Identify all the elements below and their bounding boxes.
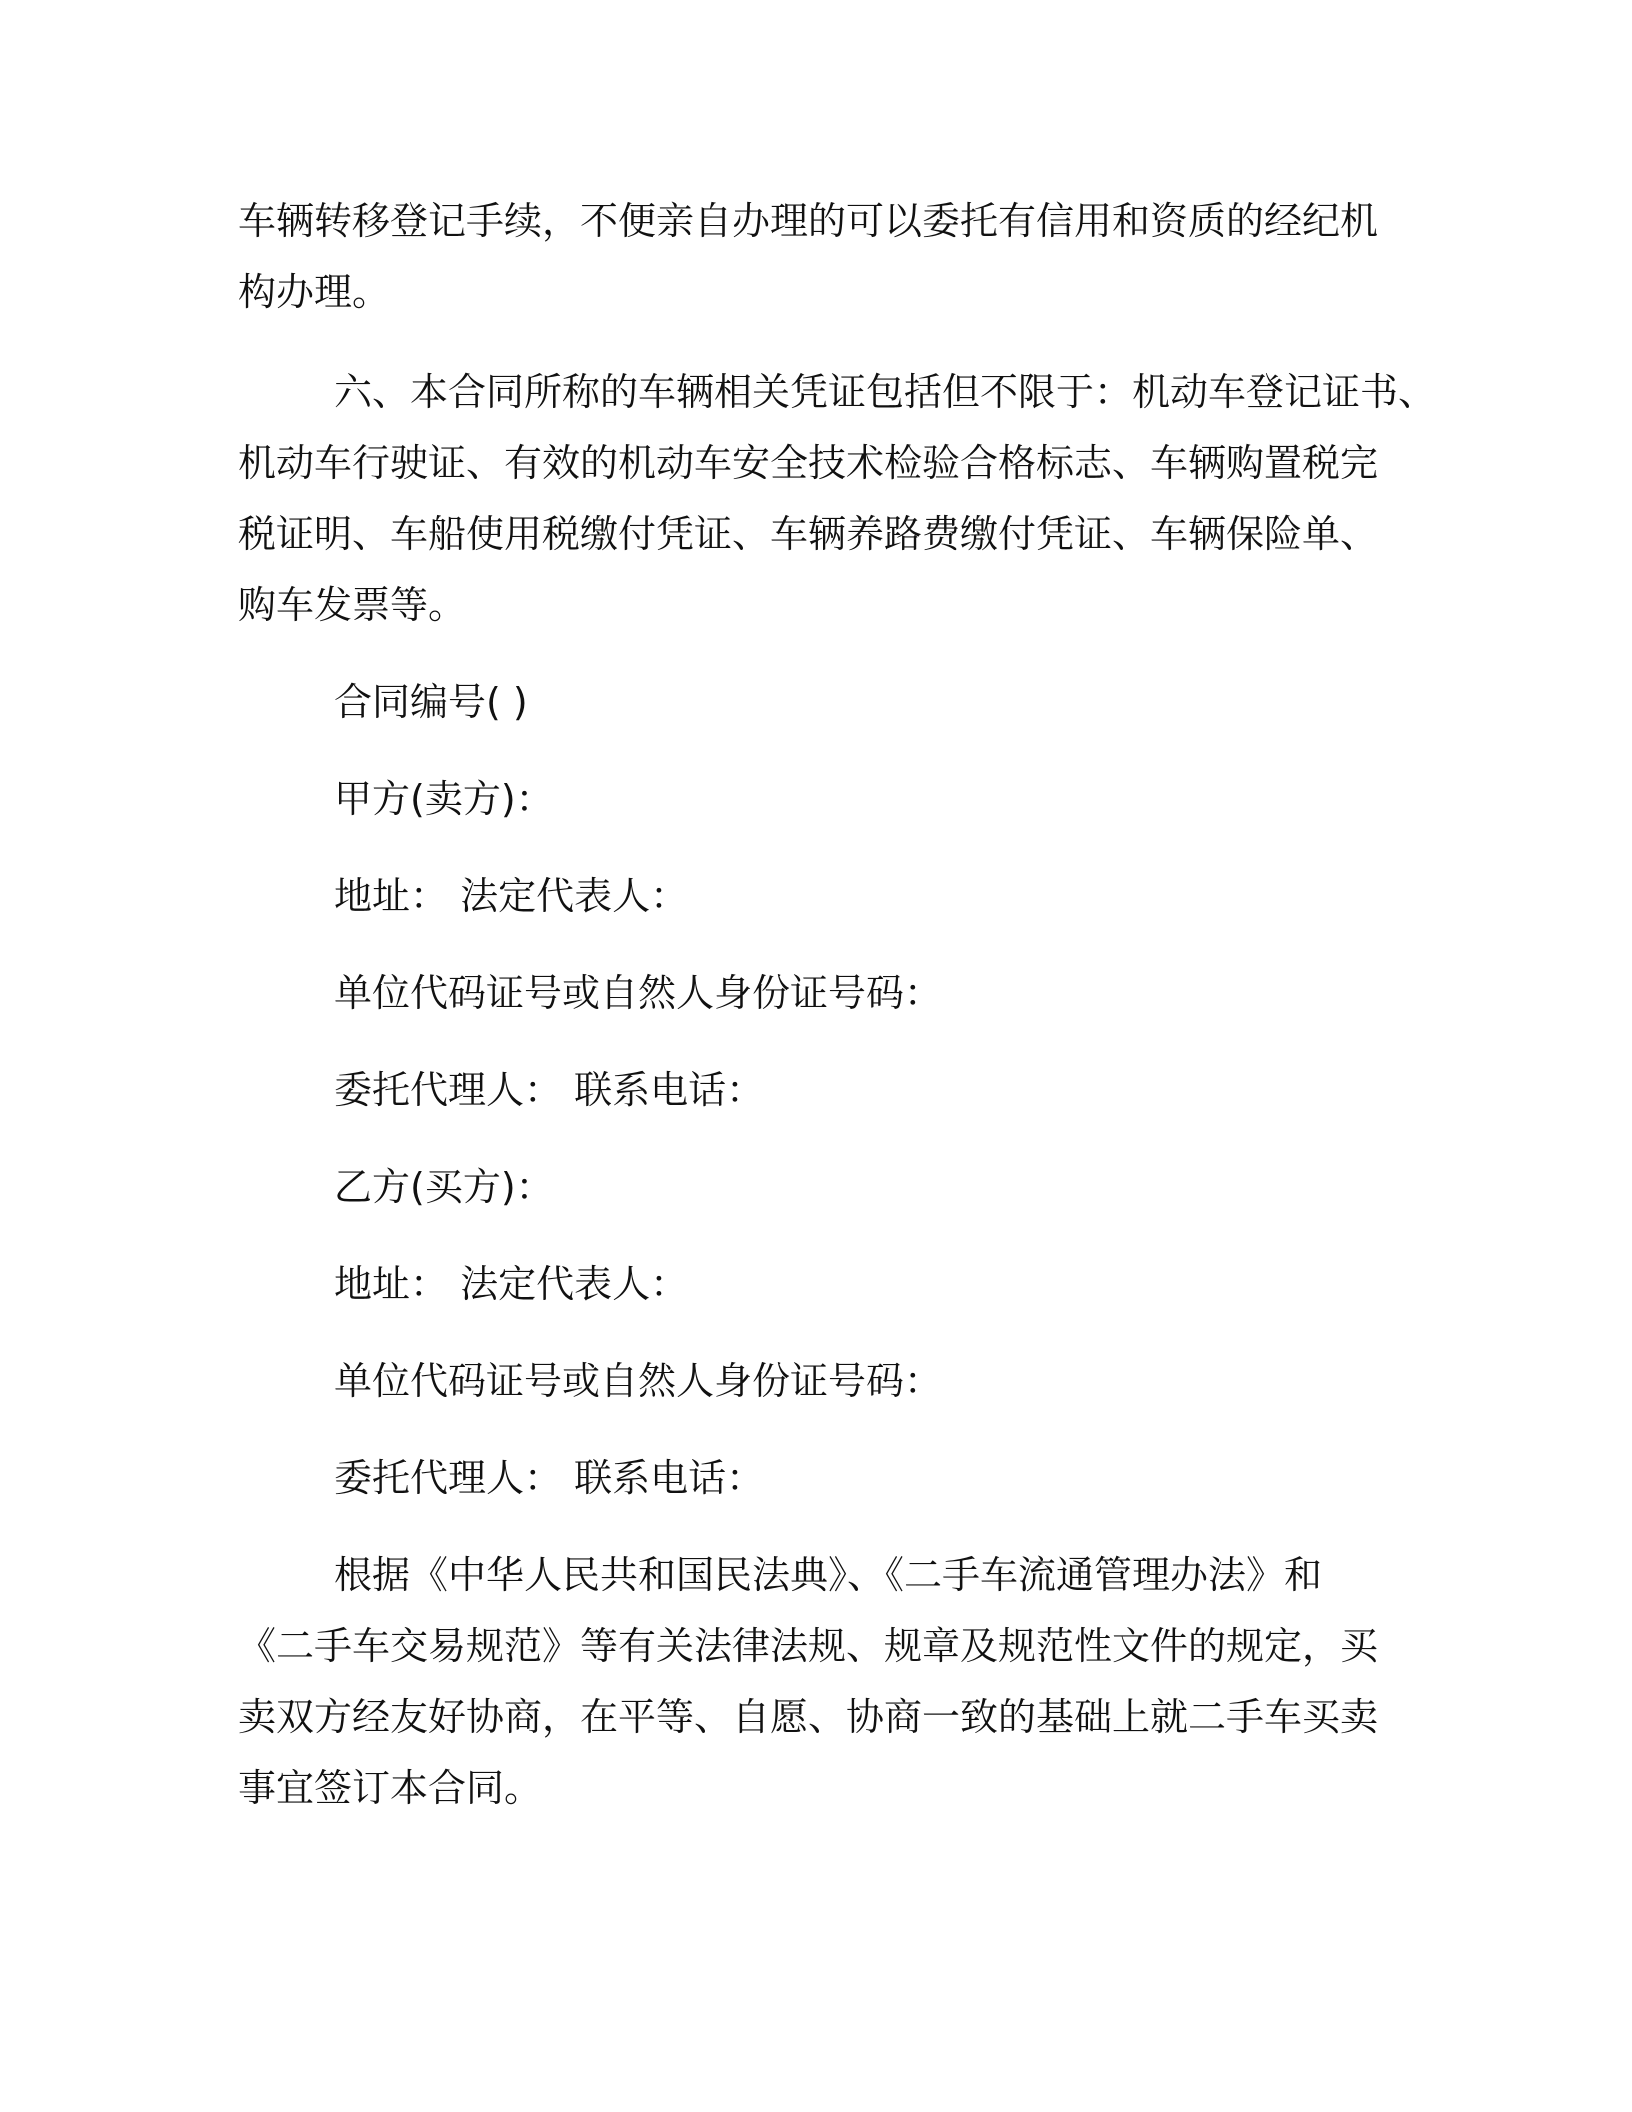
clause-six-line: 机动车行驶证、有效的机动车安全技术检验合格标志、车辆购置税完 [238,441,1379,485]
clause-six-line: 税证明、车船使用税缴付凭证、车辆养路费缴付凭证、车辆保险单、 [238,512,1379,556]
contract-number: 合同编号( ) [334,680,528,724]
party-a-label: 甲方(卖方)： [334,777,554,821]
paragraph-line: 构办理。 [238,270,391,314]
preamble-line: 卖双方经友好协商，在平等、自愿、协商一致的基础上就二手车买卖 [238,1695,1379,1739]
party-a-id: 单位代码证号或自然人身份证号码： [334,971,943,1015]
preamble-line: 根据《中华人民共和国民法典》、《二手车流通管理办法》和 [334,1553,1323,1597]
party-b-label: 乙方(买方)： [334,1165,554,1209]
preamble-line: 事宜签订本合同。 [238,1766,543,1810]
paragraph-line: 车辆转移登记手续，不便亲自办理的可以委托有信用和资质的经纪机 [238,199,1379,243]
clause-six-line: 六、本合同所称的车辆相关凭证包括但不限于：机动车登记证书、 [334,370,1437,414]
party-b-address: 地址： 法定代表人： [334,1262,689,1306]
preamble-line: 《二手车交易规范》等有关法律法规、规章及规范性文件的规定，买 [238,1624,1379,1668]
clause-six-line: 购车发票等。 [238,583,467,627]
party-b-id: 单位代码证号或自然人身份证号码： [334,1359,943,1403]
party-b-agent: 委托代理人： 联系电话： [334,1456,765,1500]
party-a-address: 地址： 法定代表人： [334,874,689,918]
party-a-agent: 委托代理人： 联系电话： [334,1068,765,1112]
